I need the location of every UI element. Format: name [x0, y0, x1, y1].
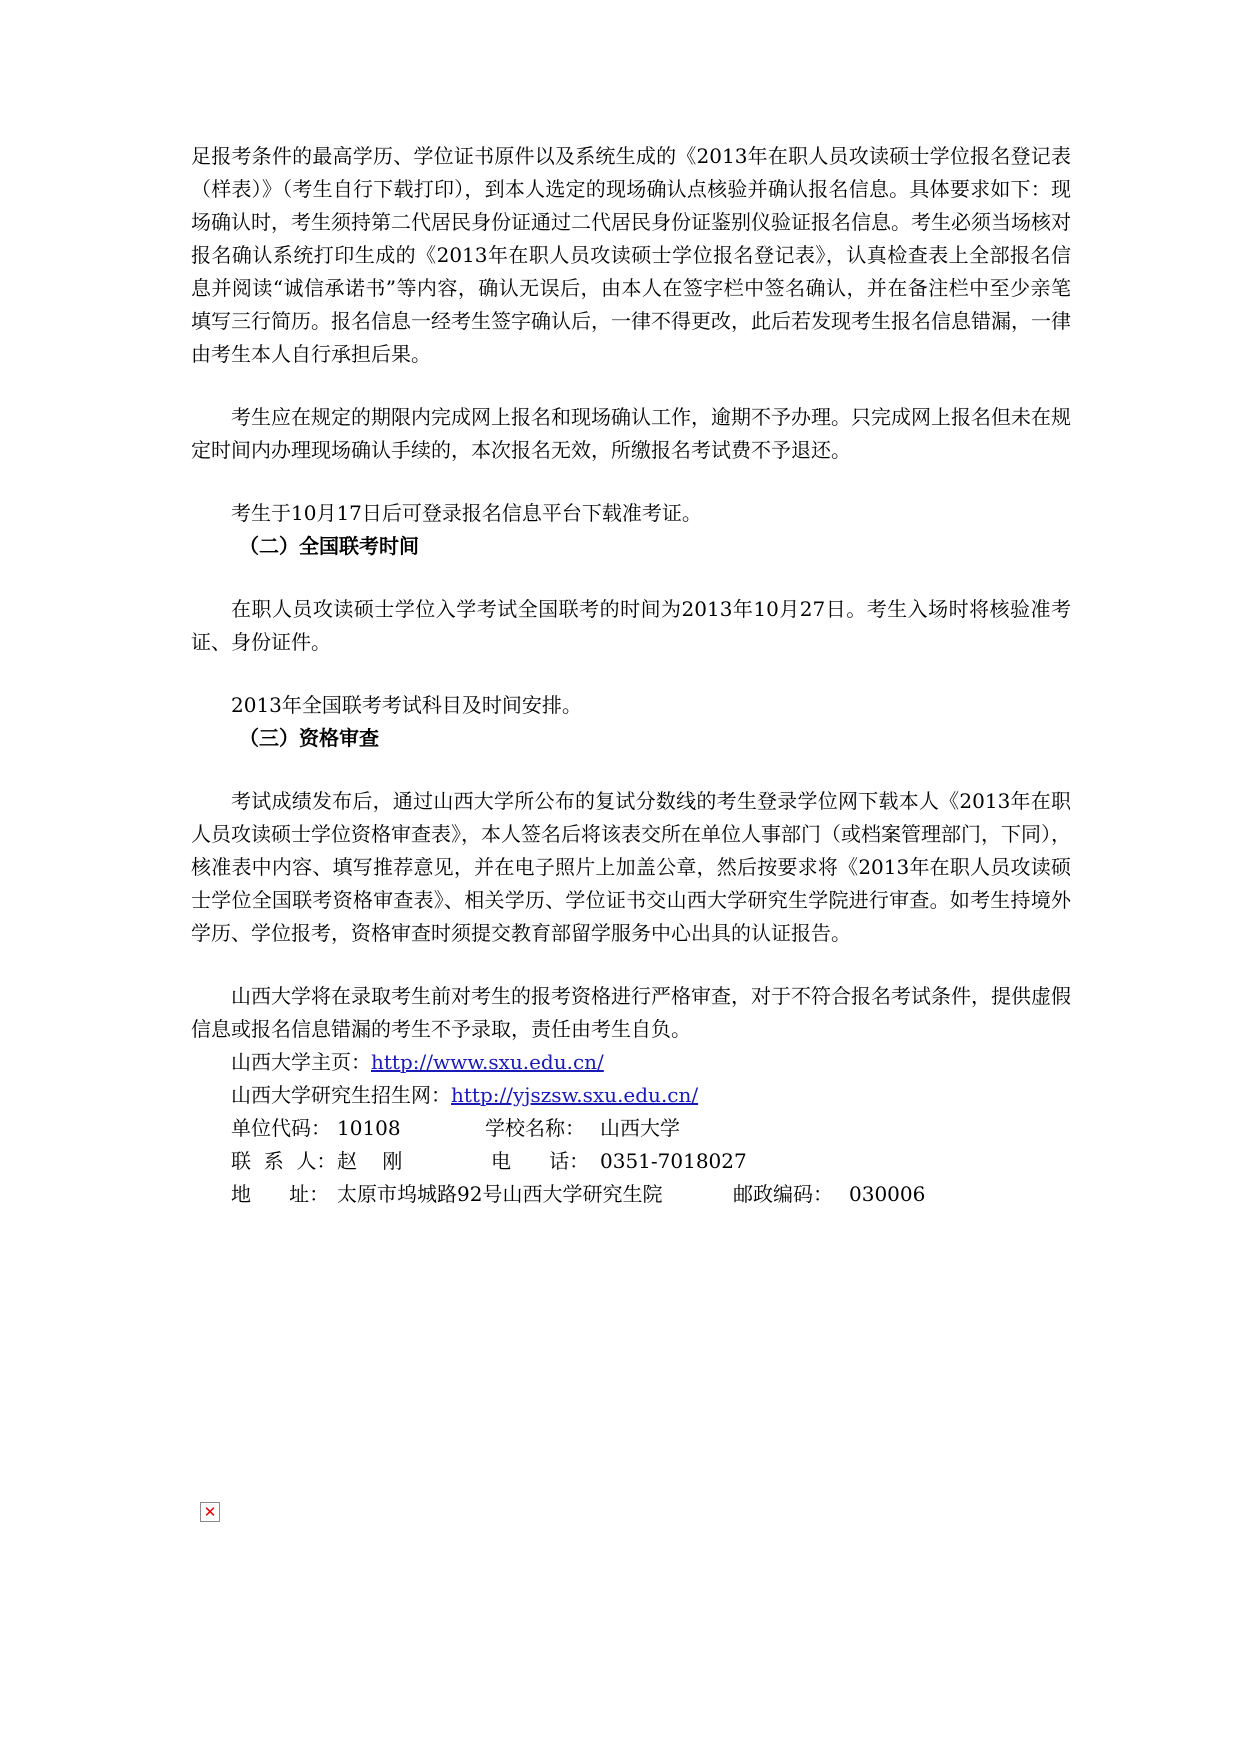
- deadline-paragraph: 考生应在规定的期限内完成网上报名和现场确认工作，逾期不予办理。只完成网上报名但未在规定时间内办理现场确认手续的，本次报名无效，所缴报名考试费不予退还。: [191, 405, 1071, 462]
- unit-code-label: 单位代码：: [231, 1116, 331, 1140]
- contact-person-label: 联 系 人：: [231, 1149, 337, 1173]
- section-3-heading: （三）资格审查: [239, 726, 379, 750]
- address-value: 太原市坞城路92号山西大学研究生院: [337, 1182, 663, 1206]
- broken-image-x-mark: ✕: [203, 1503, 217, 1521]
- contact-person-value: 赵 刚: [337, 1149, 403, 1173]
- admission-ticket-paragraph: 考生于10月17日后可登录报名信息平台下载准考证。: [231, 501, 702, 525]
- intro-paragraph: 足报考条件的最高学历、学位证书原件以及系统生成的《2013年在职人员攻读硕士学位报名登记表（样表）》（考生自行下载打印），到本人选定的现场确认点核验并确认报名信息。具体要求如下：现场确认时，考生须持第二代居民身份证通过二代居民身份证鉴别仪验证报名信息。考生必须当场核对报名确认系统打印生成的《2013年在职人员攻读硕士学位报名登记表》，认真检查表上全部报名信息并阅读“诚信承诺书”等内容，确认无误后，由本人在签字栏中签名确认，并在备注栏中至少亲笔填写三行简历。报名信息一经考生签字确认后，一律不得更改，此后若发现考生报名信息错漏，一律由考生本人自行承担后果。: [191, 144, 1071, 366]
- phone-value: 0351-7018027: [600, 1149, 747, 1173]
- school-name-label: 学校名称：: [485, 1116, 585, 1140]
- school-name-value: 山西大学: [600, 1116, 680, 1140]
- homepage-line: [191, 1046, 1071, 1079]
- contact-person-line: [191, 1145, 1071, 1178]
- unit-code-line: [191, 1112, 1071, 1145]
- phone-label: 电 话：: [491, 1149, 590, 1173]
- admissions-site-link[interactable]: http://yjszsw.sxu.edu.cn/: [451, 1083, 699, 1107]
- postcode-label: 邮政编码：: [733, 1182, 833, 1206]
- admission-review-paragraph: 山西大学将在录取考生前对考生的报考资格进行严格审查，对于不符合报名考试条件，提供虚假信息或报名信息错漏的考生不予录取，责任由考生自负。: [191, 984, 1071, 1041]
- broken-image-icon: [200, 1502, 220, 1522]
- admissions-site-label: 山西大学研究生招生网：: [231, 1083, 451, 1107]
- postcode-value: 030006: [849, 1182, 926, 1206]
- address-label: 地 址：: [231, 1182, 330, 1206]
- admissions-site-line: [191, 1079, 1071, 1112]
- unit-code-value: 10108: [337, 1116, 401, 1140]
- exam-schedule-note: 2013年全国联考考试科目及时间安排。: [231, 693, 582, 717]
- homepage-link[interactable]: http://www.sxu.edu.cn/: [371, 1050, 604, 1074]
- address-line: [191, 1178, 1071, 1211]
- homepage-label: 山西大学主页：: [231, 1050, 371, 1074]
- section-2-heading: （二）全国联考时间: [239, 534, 419, 558]
- qualification-review-paragraph: 考试成绩发布后，通过山西大学所公布的复试分数线的考生登录学位网下载本人《2013年在职人员攻读硕士学位资格审查表》，本人签名后将该表交所在单位人事部门（或档案管理部门，下同），核准表中内容、填写推荐意见，并在电子照片上加盖公章，然后按要求将《2013年在职人员攻读硕士学位全国联考资格审查表》、相关学历、学位证书交山西大学研究生学院进行审查。如考生持境外学历、学位报考，资格审查时须提交教育部留学服务中心出具的认证报告。: [191, 789, 1071, 945]
- document-page: [191, 140, 1071, 1211]
- exam-time-paragraph: 在职人员攻读硕士学位入学考试全国联考的时间为2013年10月27日。考生入场时将核验准考证、身份证件。: [191, 597, 1071, 654]
